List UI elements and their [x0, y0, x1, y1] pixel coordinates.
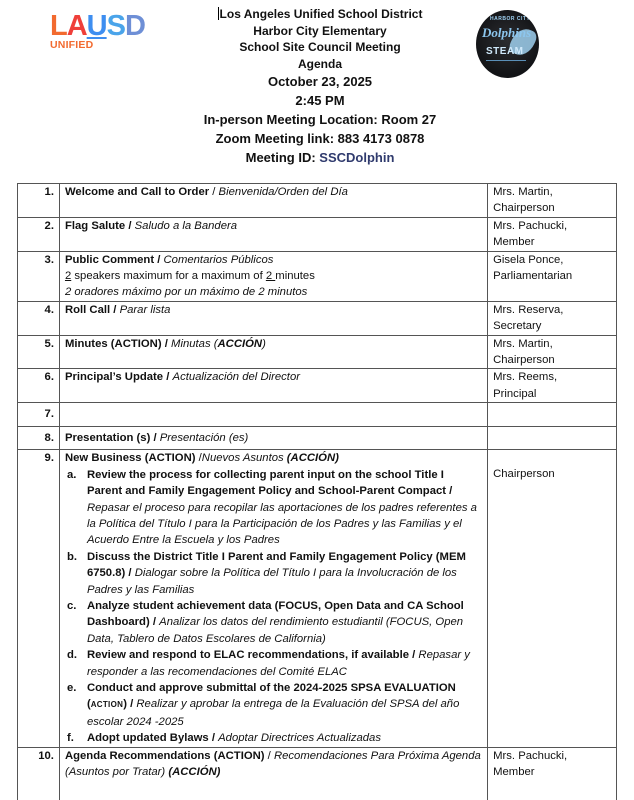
item-presenter: Mrs. Reserva, Secretary	[488, 301, 617, 335]
subitem: a. Review the process for collecting parent input on the school Title I Parent and Family Engagement Policy and School-Parent Compact / Repasar el proceso para recopilar las aportaciones de los padres referentes a la Política del Título I para la Participación de los Padres y las Familias y el Acuerdo Entre la Escuela y los Padres	[66, 468, 477, 547]
district-name: Los Angeles Unified School District	[219, 7, 423, 21]
meeting-date: October 23, 2025	[267, 74, 373, 89]
doc-type: Agenda	[297, 56, 342, 71]
item-topic: Roll Call / Parar lista	[59, 301, 487, 335]
agenda-row	[18, 184, 617, 218]
item-number: 7.	[18, 403, 60, 427]
item-number: 1.	[18, 184, 60, 218]
subitem: e. Conduct and approve submittal of the 2024-2025 SPSA EVALUATION (ACTION) / Realizar y aprobar la entrega de la Evaluación del SPSA del año escolar 2024 -2025	[66, 681, 460, 728]
item-topic	[59, 403, 487, 427]
item-topic: Welcome and Call to Order / Bienvenida/Orden del Día	[59, 184, 487, 218]
item-number: 5.	[18, 335, 60, 369]
subitem: f. Adopt updated Bylaws / Adoptar Directrices Actualizadas	[66, 732, 381, 745]
subitem: b. Discuss the District Title I Parent and Family Engagement Policy (MEM 6750.8) / Dialogar sobre la Política del Título I para la Involucración de los Padres y las Familias	[66, 550, 466, 596]
agenda-row	[18, 427, 617, 450]
item-number: 10.	[18, 747, 60, 800]
item-number: 6.	[18, 369, 60, 403]
lausd-unified-label: UNIFIED	[50, 39, 94, 51]
item-topic: New Business (ACTION) /Nuevos Asuntos (ACCIÓN) a. Review the process for collecting parent input on the school Title I Parent and Family Engagement Policy and School-Parent Compact / Repasar el proceso para recopilar las aportaciones de los padres referentes a la Política del Título I para la Participación de los Padres y las Familias y el Acuerdo Entre la Escuela y los Padres b. Discuss the District Title I Parent and Family Engagement Policy (MEM 6750.8) / Dialogar sobre la Política del Título I para la Involucración de los Padres y las Familias c. Analyze student achievement data (FOCUS, Open Data and CA School Dashboard) / Analizar los datos del rendimiento estudiantil (FOCUS, Open Data, Tablero de Datos Escolares de California) d. Review and respond to ELAC recommendations, if available / Repasar y responder a las recomendaciones del Comité ELAC e. Conduct and approve submittal of the 2024-2025 SPSA EVALUATION (ACTION) / Realizar y aprobar la entrega de la Evaluación del SPSA del año escolar 2024 -2025 f. Adopt updated Bylaws / Adoptar Directrices Actualizadas	[59, 450, 487, 747]
item-presenter: Gisela Ponce, Parliamentarian	[488, 251, 617, 301]
school-logo-steam: STEAM	[486, 46, 524, 57]
item-topic: Flag Salute / Saludo a la Bandera	[59, 217, 487, 251]
agenda-row	[18, 369, 617, 403]
item-presenter: Mrs. Martin, Chairperson	[488, 335, 617, 369]
lausd-wordmark: LAUSD	[50, 10, 145, 42]
meeting-id: Meeting ID: SSCDolphin	[245, 150, 395, 165]
agenda-row	[18, 403, 617, 427]
meeting-location: In-person Meeting Location: Room 27	[203, 112, 437, 127]
item-number: 2.	[18, 217, 60, 251]
item-number: 9.	[18, 450, 60, 747]
lausd-logo	[50, 12, 170, 52]
document-header	[160, 6, 480, 167]
meeting-name: School Site Council Meeting	[239, 40, 401, 54]
meeting-time: 2:45 PM	[295, 93, 345, 108]
item-presenter: Mrs. Pachucki, Member	[488, 747, 617, 800]
subitem: d. Review and respond to ELAC recommendations, if available / Repasar y responder a las recomendaciones del Comité ELAC	[66, 649, 470, 678]
school-name: Harbor City Elementary	[253, 23, 387, 38]
agenda-row	[18, 335, 617, 369]
speaker-limit-es: 2 oradores máximo por un máximo de 2 minutos	[64, 286, 308, 299]
agenda-row	[18, 450, 617, 747]
speaker-limit-en: 2 speakers maximum for a maximum of 2 minutes	[64, 270, 315, 283]
text-cursor	[218, 7, 219, 20]
agenda-row	[18, 251, 617, 301]
item-number: 4.	[18, 301, 60, 335]
item-number: 3.	[18, 251, 60, 301]
item-number: 8.	[18, 427, 60, 450]
new-business-subitems	[65, 467, 482, 747]
subitem: c. Analyze student achievement data (FOCUS, Open Data and CA School Dashboard) / Analizar los datos del rendimiento estudiantil (FOCUS, Open Data, Tablero de Datos Escolares de California)	[66, 599, 464, 645]
item-presenter: Mrs. Pachucki, Member	[488, 217, 617, 251]
agenda-table	[17, 183, 617, 800]
meeting-id-value: SSCDolphin	[319, 150, 395, 165]
item-presenter: Mrs. Reems, Principal	[488, 369, 617, 403]
item-presenter	[488, 427, 617, 450]
item-topic: Minutes (ACTION) / Minutas (ACCIÓN)	[59, 335, 487, 369]
item-topic: Agenda Recommendations (ACTION) / Recomendaciones Para Próxima Agenda (Asuntos por Tratar) (ACCIÓN)	[59, 747, 487, 800]
item-topic: Principal’s Update / Actualización del Director	[59, 369, 487, 403]
agenda-row	[18, 747, 617, 800]
agenda-row	[18, 217, 617, 251]
school-logo-divider	[486, 60, 526, 61]
item-presenter	[488, 403, 617, 427]
zoom-link: Zoom Meeting link: 883 4173 0878	[215, 131, 425, 146]
item-presenter: Chairperson	[488, 450, 617, 747]
item-topic: Presentation (s) / Presentación (es)	[59, 427, 487, 450]
school-logo-arc-text: HARBOR CITY	[490, 16, 531, 22]
school-logo	[476, 10, 539, 78]
school-logo-script: Dolphins	[482, 25, 532, 40]
agenda-row	[18, 301, 617, 335]
item-topic: Public Comment / Comentarios Públicos 2 speakers maximum for a maximum of 2 minutes 2 oradores máximo por un máximo de 2 minutos	[59, 251, 487, 301]
item-presenter: Mrs. Martin, Chairperson	[488, 184, 617, 218]
